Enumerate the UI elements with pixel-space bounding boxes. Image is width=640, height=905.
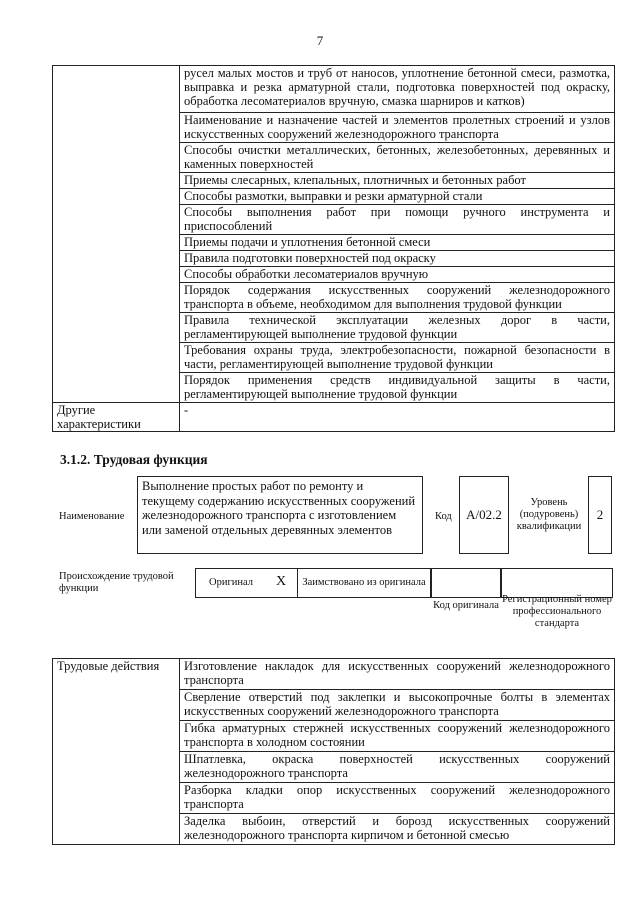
origin-box [195, 568, 431, 598]
level-label: Уровень (подуровень) квалификации [516, 497, 582, 532]
knowledge-row: Способы очистки металлических, бетонных, железобетонных, деревянных и каменных поверхностей [180, 143, 615, 173]
origin-label: Происхождение трудовой функции [59, 571, 174, 594]
knowledge-row: Приемы слесарных, клепальных, плотничных и бетонных работ [180, 173, 615, 189]
function-name: Выполнение простых работ по ремонту и текущему содержанию искусственных сооружений железнодорожного транспорта с изготовлением или заменой отдельных деревянных элементов [142, 479, 416, 537]
level-box [588, 476, 612, 554]
knowledge-row: Порядок применения средств индивидуальной защиты в части, регламентирующей выполнение трудовой функции [180, 373, 615, 403]
other-characteristics-label: Другие характеристики [53, 403, 180, 432]
empty-label-cell [53, 66, 180, 403]
knowledge-row: Порядок содержания искусственных сооружений железнодорожного транспорта в объеме, необходимом для выполнения трудовой функции [180, 283, 615, 313]
action-row: Заделка выбоин, отверстий и борозд искусственных сооружений железнодорожного транспорта кирпичом и бетонной смесью [180, 814, 615, 845]
code-caption: Код оригинала [433, 600, 499, 611]
knowledge-row: Правила подготовки поверхностей под окраску [180, 251, 615, 267]
page-number: 7 [316, 33, 324, 48]
knowledge-table [52, 65, 615, 432]
code-value: A/02.2 [466, 507, 502, 522]
actions-label: Трудовые действия [53, 659, 180, 845]
knowledge-row: Способы размотки, выправки и резки арматурной стали [180, 189, 615, 205]
action-row: Шпатлевка, окраска поверхностей искусственных сооружений железнодорожного транспорта [180, 752, 615, 783]
knowledge-row: Правила технической эксплуатации железных дорог в части, регламентирующей выполнение трудовой функции [180, 313, 615, 343]
knowledge-row: Способы обработки лесоматериалов вручную [180, 267, 615, 283]
borrowed-label: Заимствовано из оригинала [302, 577, 426, 588]
action-row: Гибка арматурных стержней искусственных сооружений железнодорожного транспорта в холодном состоянии [180, 721, 615, 752]
reg-caption: Регистрационный номер профессионального стандарта [502, 594, 612, 629]
knowledge-row: Приемы подачи и уплотнения бетонной смеси [180, 235, 615, 251]
knowledge-row: русел малых мостов и труб от наносов, уплотнение бетонной смеси, размотка, выправка и резка арматурной стали, подготовка поверхностей под окраску, обработка лесоматериалов вручную, смазка шарниров и катков) [180, 66, 615, 113]
action-row: Сверление отверстий под заклепки и высокопрочные болты в элементах искусственных сооружений железнодорожного транспорта [180, 690, 615, 721]
code-label: Код [435, 511, 452, 522]
origin-divider [297, 568, 298, 598]
knowledge-row: Способы выполнения работ при помощи ручного инструмента и приспособлений [180, 205, 615, 235]
action-row: Изготовление накладок для искусственных сооружений железнодорожного транспорта [180, 659, 615, 690]
knowledge-row: Наименование и назначение частей и элементов пролетных строений и узлов искусственных сооружений железнодорожного транспорта [180, 113, 615, 143]
action-row: Разборка кладки опор искусственных сооружений железнодорожного транспорта [180, 783, 615, 814]
level-value: 2 [596, 507, 604, 522]
original-mark: X [276, 574, 287, 589]
original-label: Оригинал [209, 577, 253, 588]
function-name-box [137, 476, 423, 554]
other-characteristics-value: - [180, 403, 615, 432]
actions-table [52, 658, 615, 845]
name-label: Наименование [59, 511, 125, 522]
code-box [459, 476, 509, 554]
section-title: 3.1.2. Трудовая функция [60, 452, 208, 467]
knowledge-row: Требования охраны труда, электробезопасности, пожарной безопасности в части, регламентирующей выполнение трудовой функции [180, 343, 615, 373]
